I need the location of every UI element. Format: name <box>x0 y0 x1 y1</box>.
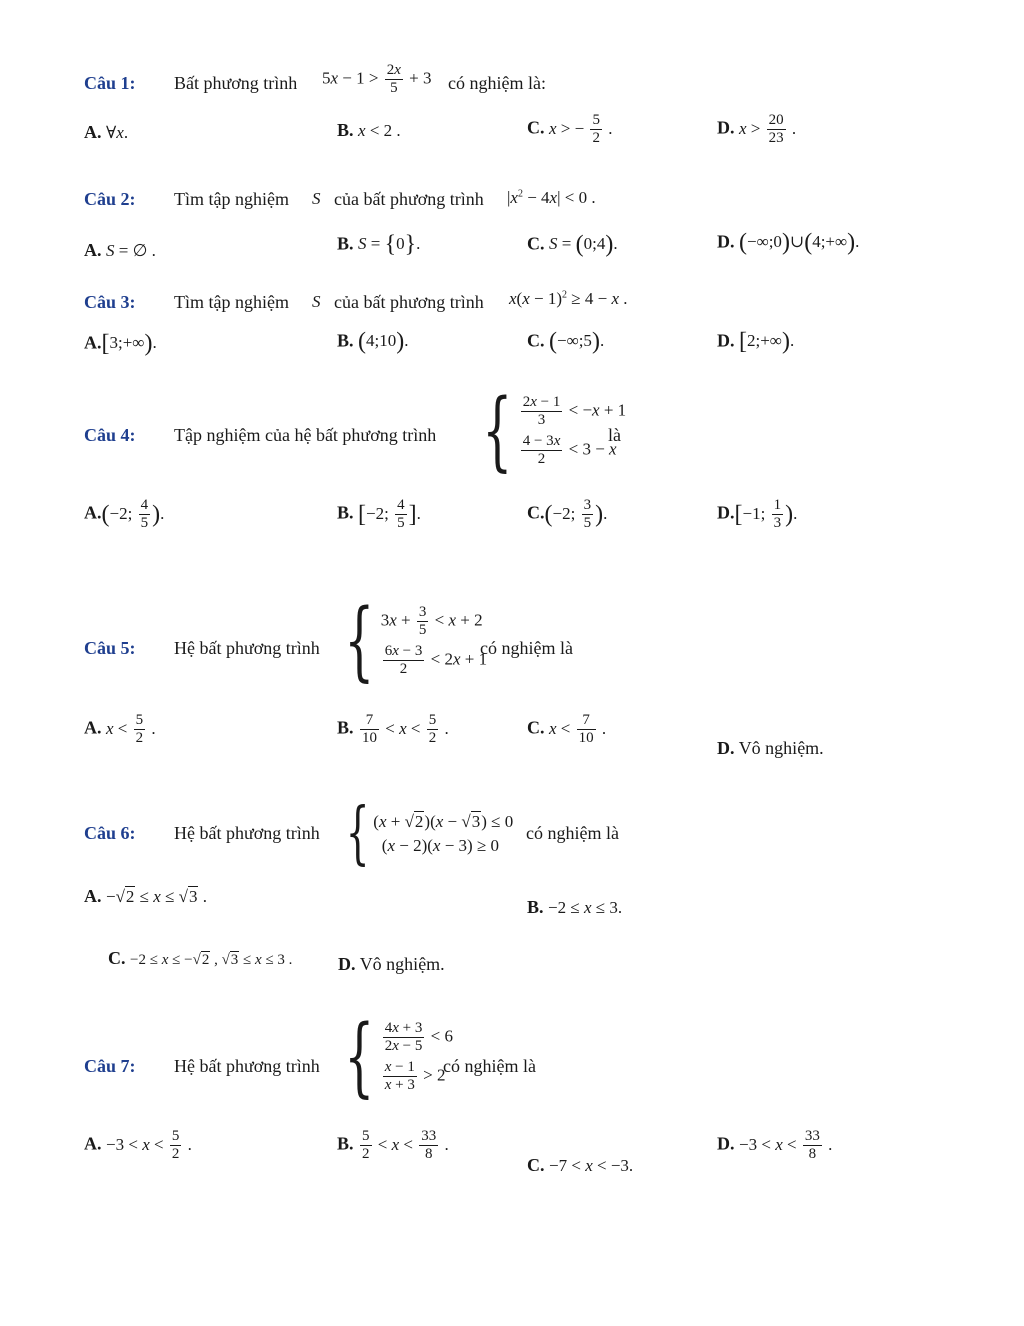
question-6-system: { (x + √2)(x − √3) ≤ 0 (x − 2)(x − 3) ≥ 0 <box>345 794 514 873</box>
q3-option-b[interactable]: B. (4;10). <box>337 329 409 355</box>
option-letter: B. <box>337 120 354 140</box>
option-letter: C. <box>527 1155 545 1175</box>
question-1-inequality: 5x − 1 > $\frac{2x}{5}$ + 3 <box>322 62 432 97</box>
question-3-label: Câu 3: <box>84 292 136 312</box>
q6-option-d[interactable] <box>338 954 445 975</box>
option-letter: B. <box>337 502 354 523</box>
option-letter: B. <box>337 330 354 351</box>
option-letter: C. <box>527 233 545 254</box>
question-7-label: Câu 7: <box>84 1056 136 1076</box>
q1-option-c[interactable]: C. x > − $\frac{5}{2}$ . <box>527 112 613 147</box>
option-letter: D. <box>717 738 735 758</box>
option-letter: C. <box>527 502 545 523</box>
q7-option-d[interactable]: D. −3 < x < $\frac{33}{8}$ . <box>717 1128 833 1163</box>
question-4-label: Câu 4: <box>84 425 136 445</box>
question-2-label: Câu 2: <box>84 189 136 209</box>
option-letter: D. <box>717 330 735 351</box>
q7-option-c[interactable]: C. −7 < x < −3. <box>527 1155 634 1175</box>
q2-option-a[interactable]: A. S = ∅ . <box>84 240 156 260</box>
option-letter: D. <box>717 117 735 138</box>
option-letter: D. <box>717 231 735 252</box>
option-letter: D. <box>717 1133 735 1154</box>
question-4-system: { $\frac{2x - 1}{3}$ < −x + 1 $\frac{4 - 3x}{2}$ < 3 − x <box>482 381 627 481</box>
q6-option-b[interactable]: B. −2 ≤ x ≤ 3. <box>527 897 623 917</box>
q4-option-d[interactable]: D.[−1; $\frac{1}{3}$ ). <box>717 497 798 532</box>
option-letter: C. <box>527 330 545 351</box>
q4-option-b[interactable]: B. [−2; $\frac{4}{5}$ ]. <box>337 497 421 532</box>
option-letter: B. <box>337 1133 354 1154</box>
q6-option-a[interactable]: A. −√2 ≤ x ≤ √3 . <box>84 886 207 906</box>
q1-option-a[interactable]: A. ∀x. <box>84 122 129 142</box>
q4-option-c[interactable]: C.(−2; $\frac{3}{5}$ ). <box>527 497 608 532</box>
question-3-set-symbol: S <box>312 292 321 311</box>
option-letter: B. <box>527 897 544 917</box>
question-2-set-symbol: S <box>312 189 321 208</box>
option-letter: A. <box>84 717 102 738</box>
question-6-text: Hệ bất phương trình <box>174 823 320 843</box>
q2-option-c[interactable]: C. S = (0;4). <box>527 232 618 258</box>
q3-option-a[interactable]: A.[3;+∞). <box>84 331 157 357</box>
option-letter: B. <box>337 717 354 738</box>
option-letter: A. <box>84 332 102 353</box>
question-3-inequality: $x(x - 1)^2 \ge 4 - x$ . <box>509 289 628 308</box>
q7-option-b[interactable]: B. $\frac{5}{2}$ < x < $\frac{33}{8}$ . <box>337 1128 449 1163</box>
option-text: Vô nghiệm. <box>738 738 824 758</box>
option-text: Vô nghiệm. <box>359 954 445 974</box>
option-letter: D. <box>717 502 735 523</box>
option-letter: C. <box>527 717 545 738</box>
option-letter: B. <box>337 233 354 254</box>
q1-option-b[interactable]: B. x < 2 . <box>337 120 401 140</box>
q2-option-b[interactable]: B. S = {0}. <box>337 232 421 258</box>
question-2-mid: của bất phương trình <box>334 189 484 209</box>
q5-option-d[interactable] <box>717 738 824 759</box>
option-letter: A. <box>84 502 102 523</box>
q5-option-c[interactable]: C. x < $\frac{7}{10}$ . <box>527 712 607 747</box>
option-letter: A. <box>84 886 102 906</box>
question-5-system: { 3x + $\frac{3}{5}$ < x + 2 $\frac{6x - 3}{2}$ < 2x + 1 <box>344 591 488 691</box>
q5-option-b[interactable]: B. $\frac{7}{10}$ < x < $\frac{5}{2}$ . <box>337 712 449 747</box>
q1-option-d[interactable]: D. x > $\frac{20}{23}$ . <box>717 112 797 147</box>
q6-option-c[interactable]: C. −2 ≤ x ≤ −√2 , √3 ≤ x ≤ 3 . <box>108 948 293 968</box>
question-2-text: Tìm tập nghiệm <box>174 189 289 209</box>
question-2-inequality: $|x^2 - 4x| < 0$ . <box>507 188 596 207</box>
question-5-tail: có nghiệm là <box>480 638 573 658</box>
question-4-text: Tập nghiệm của hệ bất phương trình <box>174 425 437 445</box>
q5-option-a[interactable]: A. x < $\frac{5}{2}$ . <box>84 712 156 747</box>
question-3-mid: của bất phương trình <box>334 292 484 312</box>
question-6-tail: có nghiệm là <box>526 823 619 843</box>
question-1-text: Bất phương trình <box>174 73 298 93</box>
q3-option-c[interactable]: C. (−∞;5). <box>527 329 605 355</box>
q7-option-a[interactable]: A. −3 < x < $\frac{5}{2}$ . <box>84 1128 192 1163</box>
q2-option-d[interactable]: D. (−∞;0)∪(4;+∞). <box>717 230 860 256</box>
question-4-tail: là <box>608 425 621 445</box>
question-7-text: Hệ bất phương trình <box>174 1056 320 1076</box>
question-3-text: Tìm tập nghiệm <box>174 292 289 312</box>
option-letter: A. <box>84 122 102 142</box>
question-5-text: Hệ bất phương trình <box>174 638 320 658</box>
question-5-label: Câu 5: <box>84 638 136 658</box>
option-letter: D. <box>338 954 356 974</box>
option-letter: C. <box>527 117 545 138</box>
q4-option-a[interactable]: A.(−2; $\frac{4}{5}$ ). <box>84 497 165 532</box>
question-6-label: Câu 6: <box>84 823 136 843</box>
question-7-system: { $\frac{4x + 3}{2x - 5}$ < 6 $\frac{x - 1}{x + 3}$ > 2 <box>344 1007 453 1107</box>
question-7-tail: có nghiệm là <box>443 1056 536 1076</box>
option-letter: A. <box>84 1133 102 1154</box>
option-letter: A. <box>84 240 102 260</box>
option-letter: C. <box>108 948 126 968</box>
q3-option-d[interactable]: D. [2;+∞). <box>717 329 795 355</box>
question-1-tail: có nghiệm là: <box>448 73 546 93</box>
question-1-label: Câu 1: <box>84 73 136 93</box>
